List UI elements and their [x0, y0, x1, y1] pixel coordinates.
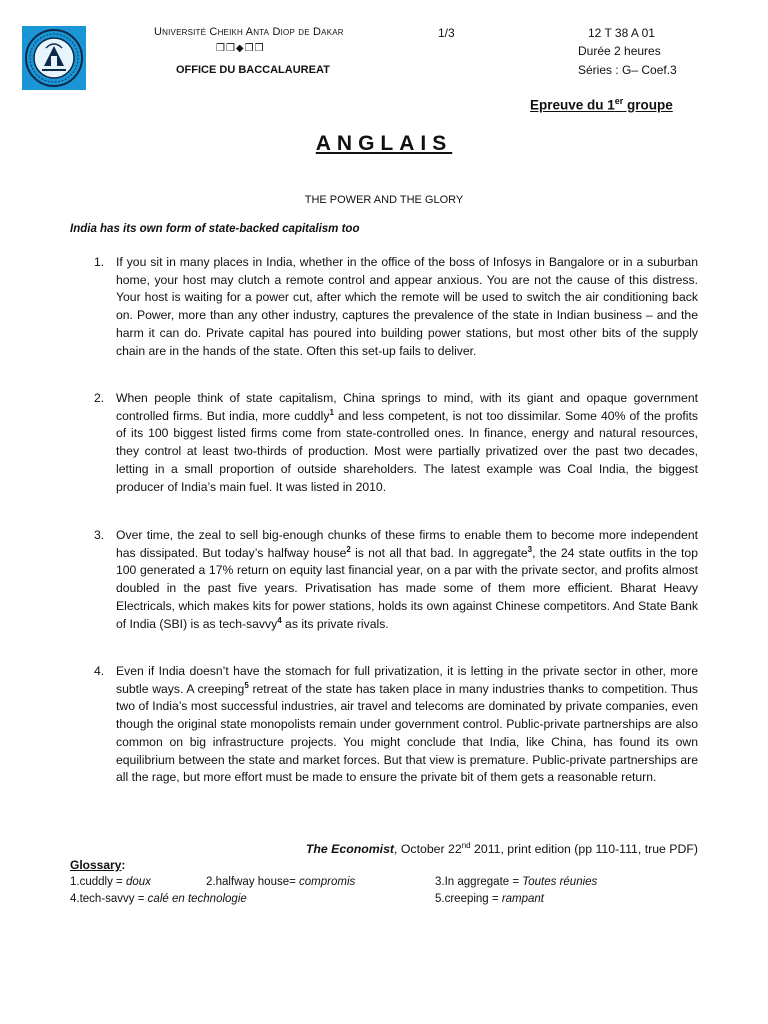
- paragraph-4: [94, 663, 698, 787]
- exam-series: Séries : G– Coef.3: [578, 63, 677, 77]
- page-number: 1/3: [438, 26, 455, 40]
- article-title: THE POWER AND THE GLORY: [304, 194, 464, 206]
- subject-title: ANGLAIS: [315, 132, 453, 155]
- paragraph-text: Over time, the zeal to sell big-enough chunks of these firms to enable them to become more independent has dissipated. But today’s halfway house$^2$ is not all that bad. In aggregate$^3$, the 24 state outfits in the top 100 generated a 17% return on equity last financial year, on a par with the private sector, and profits almost doubled in the past five years. Privatisation has made some of them more efficient. Bharat Heavy Electricals, which makes kits for power stations, holds its own against Chinese competitors. And State Bank of India (SBI) is as tech-savvy$^4$ as its private rivals.: [116, 528, 698, 631]
- glossary-item-4: 4.tech-savvy = calé en technologie: [70, 893, 247, 905]
- glossary-item-5: 5.creeping = rampant: [435, 893, 544, 905]
- article-source: The Economist, October 22nd 2011, print edition (pp 110-111, true PDF): [305, 840, 698, 856]
- source-publication: The Economist: [305, 842, 395, 856]
- paragraph-text: When people think of state capitalism, China springs to mind, with its giant and opaque government controlled firms. But india, more cuddly$^1$ and less competent, is not too dissimilar. Some 40% of the profits of its 100 biggest listed firms come from state-controlled ones. In finance, energy and natural resources, they control at least two-thirds of production. Most were partially privatized over the past two decades, letting in a small proportion of outside shareholders. The latest example was Coal India, the biggest producer of India’s main fuel. It was listed in 2010.: [116, 391, 698, 494]
- footnote-ref: 2: [346, 544, 351, 554]
- paragraph-number: 4.: [94, 664, 105, 678]
- paragraph-text: Even if India doesn’t have the stomach for full privatization, it is letting in the private sector in other, more subtle ways. A creeping$^5$ retreat of the state has taken place in many industries thanks to competition. Thus two of India’s most successful industries, air travel and telecoms are dominated by private companies, even though the original state monopolists remain under government control. Public-private partnerships are also common on big infrastructure projects. You might conclude that India, like China, has found its own equilibrium between the state and market forces. But that view is premature. Public-private partnerships are all the rage, but more effort must be made to ensure the private bit of them gets a reasonable return.: [116, 664, 698, 785]
- article-subtitle: India has its own form of state-backed capitalism too: [70, 223, 360, 235]
- exam-code: 12 T 38 A 01: [588, 26, 655, 40]
- glossary-item-1: 1.cuddly = doux: [70, 876, 151, 888]
- glossary-item-2: 2.halfway house= compromis: [206, 876, 356, 888]
- glossary-item-3: 3.In aggregate = Toutes réunies: [435, 876, 598, 888]
- footnote-ref: 5: [244, 680, 249, 690]
- header-separator: ❒❒◆❒❒: [216, 43, 265, 54]
- glossary-heading: Glossary:: [70, 858, 126, 872]
- university-seal-logo: [22, 26, 86, 90]
- paragraph-1: [94, 254, 698, 360]
- paragraph-3: [94, 527, 698, 633]
- footnote-ref: 4: [277, 615, 282, 625]
- paragraph-number: 1.: [94, 255, 105, 269]
- footnote-ref: 1: [329, 407, 334, 417]
- exam-duration: Durée 2 heures: [578, 44, 661, 58]
- paragraph-text: If you sit in many places in India, whether in the office of the boss of Infosys in Bangalore or in a suburban home, your host may clutch a remote control and appear anxious. You are not the cause of this distress. Your host is waiting for a power cut, after which the remote will be used to switch the air conditioning back on. Power, more than any other industry, captures the prevalence of the state in Indian business – and the harm it can do. Private capital has poured into building power stations, but most other bits of the supply chain are in the hands of the state. Often this set-up fails to deliver.: [116, 255, 698, 358]
- office-name: OFFICE DU BACCALAUREAT: [176, 64, 330, 76]
- paragraph-number: 2.: [94, 391, 105, 405]
- paragraph-2: [94, 390, 698, 496]
- footnote-ref: 3: [527, 544, 533, 554]
- exam-group: Epreuve du 1er groupe: [530, 96, 673, 113]
- paragraph-number: 3.: [94, 528, 105, 542]
- university-name: Université Cheikh Anta Diop de Dakar: [154, 26, 344, 38]
